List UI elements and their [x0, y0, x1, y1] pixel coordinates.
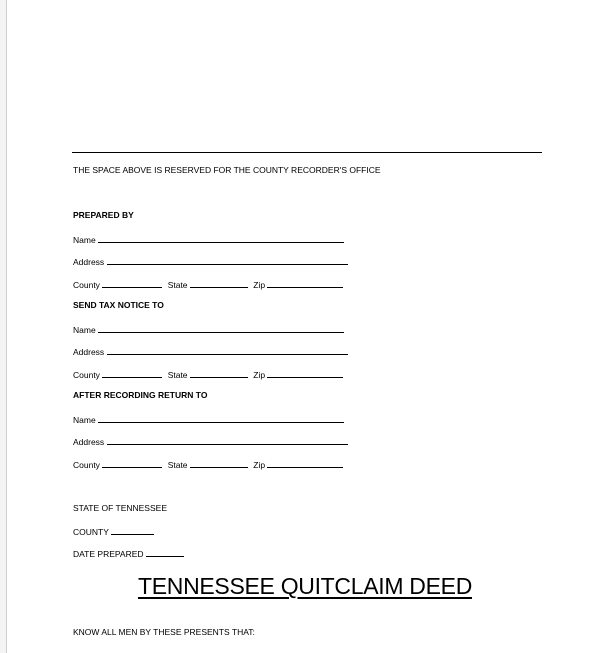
address-label: Address [73, 257, 105, 267]
name-label: Name [73, 325, 96, 335]
tax-zip-field[interactable] [267, 369, 343, 378]
prepared-address-field[interactable] [107, 256, 348, 265]
name-label: Name [73, 235, 96, 245]
prepared-name-field[interactable] [98, 234, 344, 243]
tax-csz-row [73, 369, 343, 380]
tax-name-row [73, 324, 344, 335]
tax-state-field[interactable] [190, 369, 248, 378]
tax-county-field[interactable] [102, 369, 162, 378]
return-name-row [73, 414, 344, 425]
prepared-state-field[interactable] [190, 279, 248, 288]
recorder-space-divider [72, 152, 542, 153]
zip-label: Zip [253, 460, 266, 470]
deed-title [0, 572, 610, 600]
know-all-men: KNOW ALL MEN BY THESE PRESENTS THAT: [73, 627, 255, 637]
county-field[interactable] [111, 526, 154, 535]
tax-address-row [73, 346, 348, 357]
return-zip-field[interactable] [267, 459, 343, 468]
return-address-row [73, 436, 348, 447]
return-county-field[interactable] [102, 459, 162, 468]
prepared-address-row [73, 256, 348, 267]
deed-title-text: TENNESSEE QUITCLAIM DEED [137, 573, 473, 599]
zip-label: Zip [253, 280, 266, 290]
state-label: State [167, 370, 188, 380]
state-label: State [167, 460, 188, 470]
section-after-recording: AFTER RECORDING RETURN TO [73, 390, 208, 400]
tax-address-field[interactable] [107, 346, 348, 355]
county-row [73, 526, 154, 537]
section-prepared-by: PREPARED BY [73, 210, 134, 220]
date-prepared-row [73, 548, 184, 559]
return-address-field[interactable] [107, 436, 348, 445]
date-prepared-label: DATE PREPARED [73, 549, 144, 559]
tax-name-field[interactable] [98, 324, 344, 333]
date-prepared-field[interactable] [146, 548, 184, 557]
prepared-csz-row [73, 279, 343, 290]
county-label: County [73, 460, 100, 470]
recorder-note: THE SPACE ABOVE IS RESERVED FOR THE COUNTY RECORDER'S OFFICE [73, 165, 381, 175]
zip-label: Zip [253, 370, 266, 380]
return-csz-row [73, 459, 343, 470]
prepared-county-field[interactable] [102, 279, 162, 288]
name-label: Name [73, 415, 96, 425]
prepared-name-row [73, 234, 344, 245]
county-label: County [73, 370, 100, 380]
section-send-tax-notice: SEND TAX NOTICE TO [73, 300, 164, 310]
address-label: Address [73, 347, 105, 357]
state-label: State [167, 280, 188, 290]
page-left-margin [0, 0, 7, 653]
return-state-field[interactable] [190, 459, 248, 468]
prepared-zip-field[interactable] [267, 279, 343, 288]
county-line-label: COUNTY [73, 527, 109, 537]
county-label: County [73, 280, 100, 290]
state-of-tennessee: STATE OF TENNESSEE [73, 503, 167, 513]
address-label: Address [73, 437, 105, 447]
return-name-field[interactable] [98, 414, 344, 423]
